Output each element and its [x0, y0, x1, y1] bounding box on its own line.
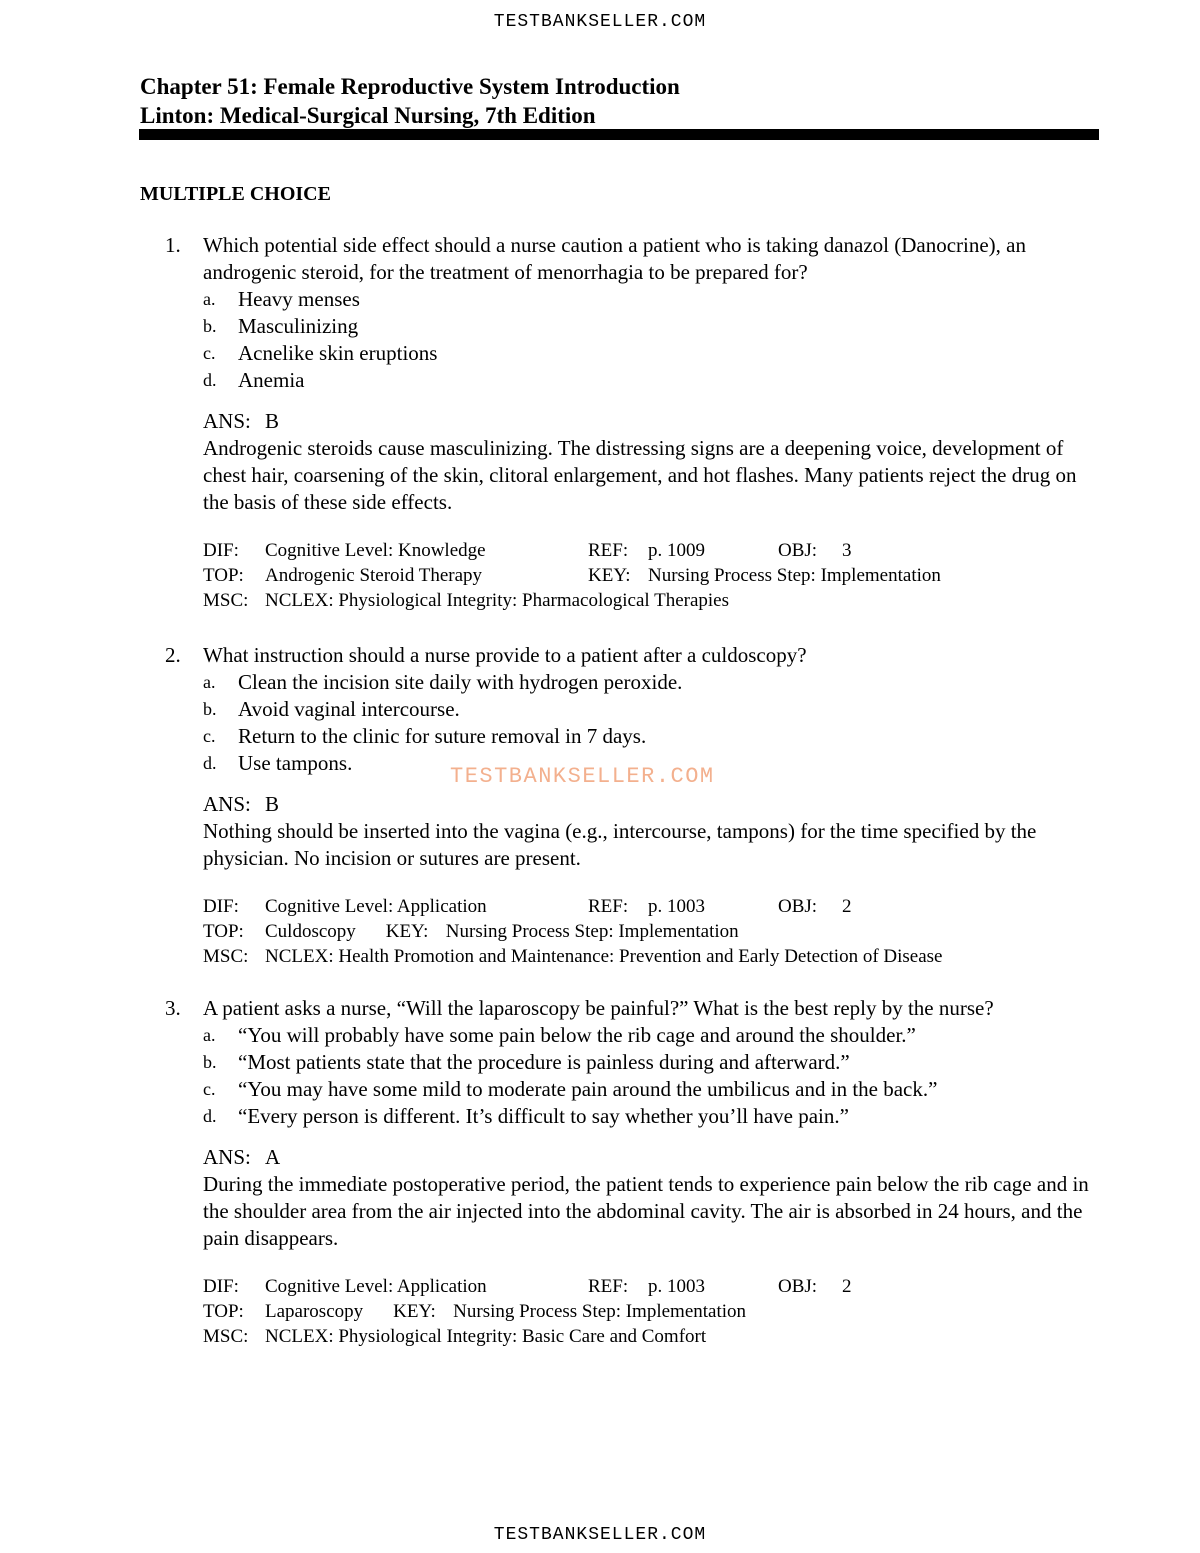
- answer-block: [203, 408, 1105, 516]
- options-list: [203, 1022, 1105, 1130]
- answer-block: [203, 1144, 1105, 1252]
- watermark-middle: TESTBANKSELLER.COM: [450, 764, 715, 789]
- metadata-block: [203, 538, 1105, 613]
- question-number: 1.: [165, 233, 181, 257]
- option-a: [203, 286, 1105, 313]
- watermark-bottom: TESTBANKSELLER.COM: [493, 1525, 707, 1545]
- ref-label: REF:: [588, 896, 629, 917]
- option-text: Clean the incision site daily with hydrogen peroxide.: [238, 670, 683, 694]
- top-value: Laparoscopy: [265, 1301, 364, 1322]
- answer-value: A: [265, 1145, 281, 1169]
- option-text: Heavy menses: [238, 287, 360, 311]
- question-stem: What instruction should a nurse provide to a patient after a culdoscopy?: [203, 643, 807, 667]
- top-value: Androgenic Steroid Therapy: [265, 565, 483, 586]
- option-c: [203, 723, 1105, 750]
- msc-value: NCLEX: Physiological Integrity: Basic Care and Comfort: [265, 1326, 707, 1347]
- top-label: TOP:: [203, 565, 244, 586]
- msc-label: MSC:: [203, 590, 249, 611]
- option-text: Avoid vaginal intercourse.: [238, 697, 460, 721]
- key-value: Nursing Process Step: Implementation: [648, 565, 941, 586]
- answer-value: B: [265, 792, 280, 816]
- rationale: Androgenic steroids cause masculinizing. The distressing signs are a deepening voice, development of chest hair, coarsening of the skin, clitoral enlargement, and hot flashes. Many patients reject the drug on the basis of these side effects.: [203, 436, 1077, 514]
- top-value: Culdoscopy: [265, 921, 356, 942]
- option-letter: b.: [203, 1052, 217, 1072]
- option-letter: c.: [203, 726, 216, 746]
- ref-label: REF:: [588, 540, 629, 561]
- key-label: KEY:: [385, 921, 429, 942]
- key-label: KEY:: [588, 565, 631, 586]
- option-letter: b.: [203, 699, 217, 719]
- metadata-block: [203, 894, 1105, 969]
- option-text: Return to the clinic for suture removal in 7 days.: [238, 724, 647, 748]
- rationale: Nothing should be inserted into the vagina (e.g., intercourse, tampons) for the time specified by the physician. No incision or sutures are present.: [203, 819, 1037, 870]
- key-value: Nursing Process Step: Implementation: [453, 1301, 747, 1322]
- option-letter: a.: [203, 672, 216, 692]
- option-text: Anemia: [238, 368, 305, 392]
- answer-label: ANS:: [203, 1145, 251, 1169]
- question-3: [165, 995, 1105, 1349]
- option-text: “Every person is different. It’s difficult to say whether you’ll have pain.”: [238, 1104, 849, 1128]
- question-number: 2.: [165, 643, 181, 667]
- msc-label: MSC:: [203, 1326, 249, 1347]
- obj-value: 3: [842, 540, 852, 561]
- msc-value: NCLEX: Physiological Integrity: Pharmacological Therapies: [265, 590, 729, 611]
- key-value: Nursing Process Step: Implementation: [445, 921, 739, 942]
- answer-label: ANS:: [203, 792, 251, 816]
- option-d: [203, 1103, 1105, 1130]
- option-c: [203, 1076, 1105, 1103]
- ref-label: REF:: [588, 1276, 629, 1297]
- dif-value: Cognitive Level: Application: [265, 896, 487, 917]
- obj-label: OBJ:: [778, 896, 818, 917]
- top-label: TOP:: [203, 1301, 244, 1322]
- question-1: [165, 232, 1105, 613]
- options-list: [203, 669, 1105, 777]
- obj-value: 2: [842, 1276, 852, 1297]
- watermark-top: TESTBANKSELLER.COM: [493, 12, 707, 32]
- dif-value: Cognitive Level: Application: [265, 1276, 487, 1297]
- option-letter: c.: [203, 343, 216, 363]
- section-heading: MULTIPLE CHOICE: [140, 183, 331, 205]
- option-b: [203, 313, 1105, 340]
- option-letter: a.: [203, 1025, 216, 1045]
- option-text: Masculinizing: [238, 314, 359, 338]
- dif-label: DIF:: [203, 540, 239, 561]
- dif-label: DIF:: [203, 1276, 239, 1297]
- question-stem: Which potential side effect should a nurse caution a patient who is taking danazol (Danocrine), an androgenic steroid, for the treatment of menorrhagia to be prepared for?: [203, 233, 1026, 284]
- answer-label: ANS:: [203, 409, 251, 433]
- book-title: Linton: Medical-Surgical Nursing, 7th Edition: [140, 103, 596, 128]
- obj-label: OBJ:: [778, 540, 818, 561]
- option-letter: d.: [203, 370, 217, 390]
- ref-value: p. 1009: [648, 540, 705, 561]
- option-b: [203, 696, 1105, 723]
- answer-line: [203, 1144, 1105, 1171]
- option-text: Acnelike skin eruptions: [238, 341, 438, 365]
- option-text: “You will probably have some pain below the rib cage and around the shoulder.”: [238, 1023, 916, 1047]
- dif-label: DIF:: [203, 896, 239, 917]
- chapter-title: Chapter 51: Female Reproductive System Introduction: [140, 74, 680, 99]
- question-number: 3.: [165, 996, 181, 1020]
- answer-block: [203, 791, 1105, 872]
- rationale: During the immediate postoperative period, the patient tends to experience pain below the rib cage and in the shoulder area from the air injected into the abdominal cavity. The air is absorbed in 24 hours, and the pain disappears.: [203, 1172, 1089, 1250]
- question-2: [165, 642, 1105, 969]
- answer-value: B: [265, 409, 280, 433]
- question-stem: A patient asks a nurse, “Will the laparoscopy be painful?” What is the best reply by the nurse?: [203, 996, 994, 1020]
- option-letter: d.: [203, 1106, 217, 1126]
- msc-value: NCLEX: Health Promotion and Maintenance: Prevention and Early Detection of Disease: [265, 946, 943, 967]
- option-text: Use tampons.: [238, 751, 353, 775]
- dif-value: Cognitive Level: Knowledge: [265, 540, 486, 561]
- options-list: [203, 286, 1105, 394]
- option-b: [203, 1049, 1105, 1076]
- answer-line: [203, 408, 1105, 435]
- answer-line: [203, 791, 1105, 818]
- metadata-block: [203, 1274, 1105, 1349]
- header-rule: [139, 129, 1099, 140]
- option-a: [203, 669, 1105, 696]
- msc-label: MSC:: [203, 946, 249, 967]
- key-label: KEY:: [393, 1301, 436, 1322]
- option-letter: c.: [203, 1079, 216, 1099]
- top-label: TOP:: [203, 921, 244, 942]
- option-letter: d.: [203, 753, 217, 773]
- obj-value: 2: [842, 896, 852, 917]
- option-text: “Most patients state that the procedure is painless during and afterward.”: [238, 1050, 850, 1074]
- option-d: [203, 367, 1105, 394]
- document-header: [140, 72, 680, 130]
- option-letter: a.: [203, 289, 216, 309]
- option-text: “You may have some mild to moderate pain around the umbilicus and in the back.”: [238, 1077, 938, 1101]
- obj-label: OBJ:: [778, 1276, 818, 1297]
- ref-value: p. 1003: [648, 896, 705, 917]
- option-a: [203, 1022, 1105, 1049]
- ref-value: p. 1003: [648, 1276, 705, 1297]
- option-c: [203, 340, 1105, 367]
- option-letter: b.: [203, 316, 217, 336]
